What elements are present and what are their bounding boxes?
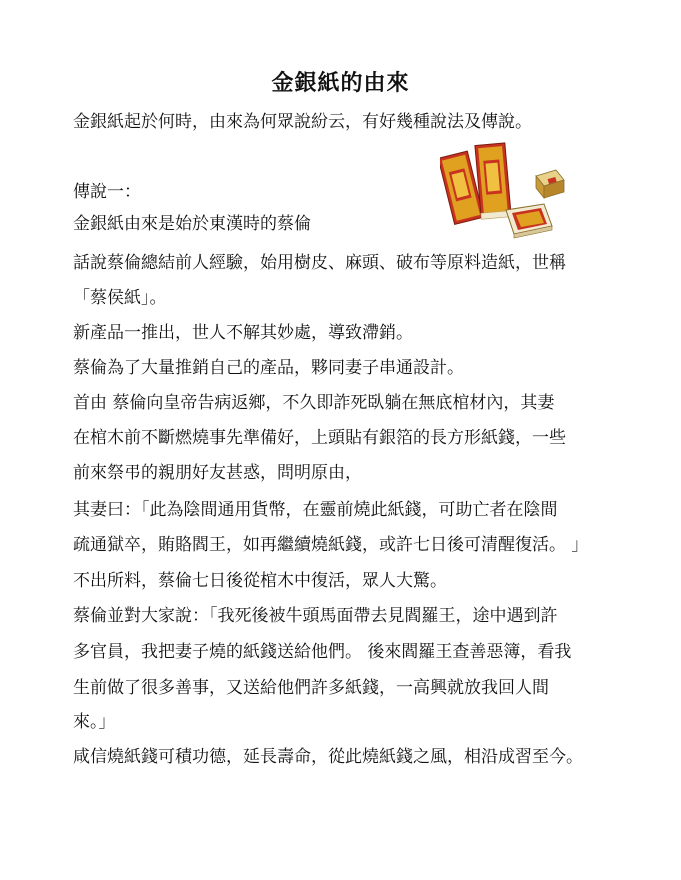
text-line: 「蔡侯紙」。: [73, 288, 167, 308]
text-line: 前來祭弔的親朋好友甚惑，問明原由，: [73, 463, 362, 483]
text-line: 話說蔡倫總結前人經驗，始用樹皮、麻頭、破布等原料造紙，世稱: [73, 253, 566, 273]
text-line: 傳說一：: [73, 182, 141, 202]
text-line: 生前做了很多善事，又送給他們許多紙錢，一高興就放我回人間: [73, 678, 549, 698]
joss-paper-stack-3: [536, 170, 564, 198]
text-line: 疏通獄卒，賄賂閻王，如再繼續燒紙錢，或許七日後可清醒復活。 」: [73, 535, 589, 555]
text-line: 在棺木前不斷燃燒事先準備好，上頭貼有銀箔的長方形紙錢，一些: [73, 428, 566, 448]
text-line: 蔡倫並對大家說：「我死後被牛頭馬面帶去見閻羅王，途中遇到許: [73, 606, 558, 626]
text-line: 蔡倫為了大量推銷自己的產品，夥同妻子串通設計。: [73, 358, 464, 378]
text-line: 新產品一推出，世人不解其妙處，導致滯銷。: [73, 323, 413, 343]
joss-paper-illustration: [440, 140, 566, 248]
text-line: 首由 蔡倫向皇帝告病返鄉，不久即詐死臥躺在無底棺材內，其妻: [73, 393, 555, 413]
joss-paper-stack-2: [475, 143, 511, 219]
text-line: 多官員，我把妻子燒的紙錢送給他們。 後來閻羅王查善惡簿，看我: [73, 642, 572, 662]
intro-paragraph: 金銀紙起於何時，由來為何眾說紛云，有好幾種說法及傳說。: [73, 112, 532, 132]
joss-paper-stack-4: [506, 204, 552, 238]
text-line: 其妻曰：「此為陰間通用貨幣，在靈前燒此紙錢，可助亡者在陰間: [73, 500, 558, 520]
text-line: 不出所料，蔡倫七日後從棺木中復活，眾人大驚。: [73, 571, 447, 591]
text-line: 來。」: [73, 712, 116, 732]
text-line: 金銀紙由來是始於東漢時的蔡倫: [73, 214, 311, 234]
page-title: 金銀紙的由來: [271, 71, 410, 96]
text-line: 咸信燒紙錢可積功德，延長壽命，從此燒紙錢之風，相沿成習至今。: [73, 747, 583, 767]
